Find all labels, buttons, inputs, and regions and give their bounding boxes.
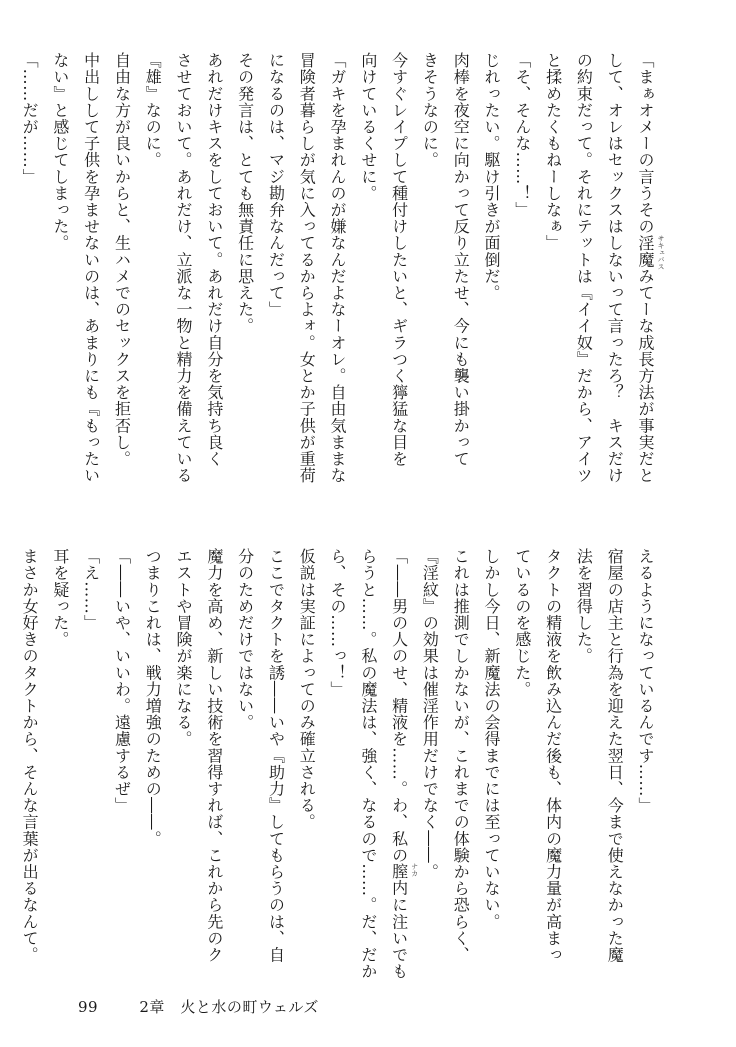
text-column: 「まぁオメーの言うその淫魔 サキュバス みてーな成長方法が事実だと [636,52,665,484]
text-column: つまりこれは、戦力増強のための――。 [143,548,163,847]
text-column: 仮説は実証によってのみ確立される。 [297,548,317,831]
text-column: ら、その……っ！」 [328,548,348,698]
text-column: 法を習得した。 [574,548,594,665]
text-column: ここでタクトを誘――いや『助力』してもらうのは、自 [266,548,286,963]
ruby-annotation: ナカ [410,863,419,878]
chapter-title: 2章 火と水の町ウェルズ [139,998,319,1016]
text-column: 「――いや、いいわ。遠慮するぜ」 [112,548,132,814]
text-column: タクトの精液を飲み込んだ後も、体内の魔力量が高まっ [543,548,563,963]
text-column: になるのは、マジ勘弁なんだって」 [266,52,286,318]
text-column: じれったい。駆け引きが面倒だ。 [482,52,502,301]
text-column: 「そ、そんな……！」 [512,52,532,218]
text-column: 今すぐレイプして種付けしたいと、ギラつく獰猛な目を [389,52,409,467]
text-column: ているのを感じた。 [512,548,532,698]
text-column: きそうなのに。 [420,52,440,169]
text-column: 「ガキを孕まれんのが嫌なんだよなーオレ。自由気ままな [328,52,348,484]
text-column: して、オレはセックスはしないって言ったろ？ キスだけ [605,52,625,484]
text-column: 『淫紋』の効果は催淫作用だけでなく――。 [420,548,440,880]
page-number: 99 [78,998,99,1016]
text-column: らうと……。私の魔法は、強く、なるので……。だ、だか [358,548,378,980]
text-column: これは推測でしかないが、これまでの体験から恐らく、 [451,548,471,963]
text-column: 「え……」 [81,548,101,631]
page-footer [78,996,319,1017]
text-column: 『雄』なのに。 [143,52,163,169]
text-column: の約束だって。それにテットは『イイ奴』だから、アイツ [574,52,594,484]
text-column: まさか女好きのタクトから、そんな言葉が出るなんて。 [20,548,40,963]
text-column: 分のためだけではない。 [235,548,255,731]
text-column: 耳を疑った。 [50,548,70,648]
text-column: 肉棒を夜空に向かって反り立たせ、今にも襲い掛かって [451,52,471,467]
text-column: 魔力を高め、新しい技術を習得すれば、これから先のク [204,548,224,963]
text-column: しかし今日、新魔法の会得までには至っていない。 [482,548,502,930]
text-column: 向けているくせに。 [358,52,378,202]
text-column: 「――男の人のせ、精液を……。わ、私の膣内 ナカ に注いでも [389,548,419,980]
ruby-base: 膣内 ナカ [389,863,419,897]
lower-text-block [13,548,660,978]
ruby-base: 淫魔 サキュバス [636,234,665,270]
text-column: ない』と感じてしまった。 [50,52,70,252]
text-column: その発言は、とても無責任に思えた。 [235,52,255,335]
text-column: えるようになっているんです……」 [636,548,655,814]
text-column: 「……だが……」 [20,52,40,185]
text-column: 冒険者暮らしが気に入ってるからよォ。女とか子供が重荷 [297,52,317,484]
text-column: させておいて。あれだけ、立派な一物と精力を備えている [174,52,194,484]
ruby-annotation: サキュバス [657,234,665,270]
text-column: エストや冒険が楽になる。 [174,548,194,748]
upper-text-block [13,52,665,497]
text-column: と揉めたくもねーしなぁ」 [543,52,563,252]
text-column: あれだけキスをしておいて。あれだけ自分を気持ち良く [204,52,224,467]
text-column: 自由な方が良いからと、生ハメでのセックスを拒否し。 [112,52,132,467]
text-column: 中出しして子供を孕ませないのは、あまりにも『もったい [81,52,101,484]
text-column: 宿屋の店主と行為を迎えた翌日、今まで使えなかった魔 [605,548,625,963]
